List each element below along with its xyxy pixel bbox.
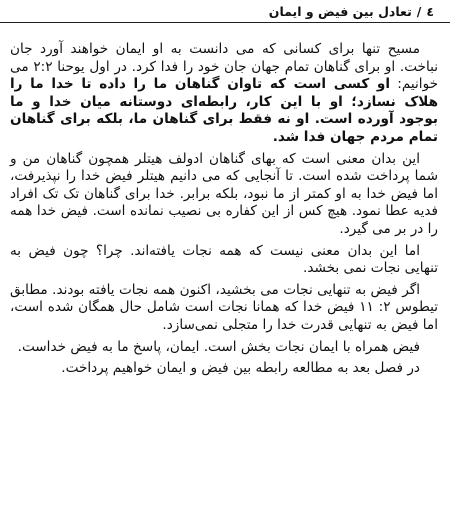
paragraph-3: اما این بدان معنی نیست که همه نجات یافته‌اند. چرا؟ چون فیض به تنهایی نجات نمی بخشد.	[10, 242, 438, 277]
paragraph-6: در فصل بعد به مطالعه رابطه بین فیض و ایمان خواهیم پرداخت.	[61, 360, 420, 377]
chapter-title: تعادل بین فیض و ایمان	[268, 3, 412, 19]
paragraph-1-text: مسیح تنها برای کسانی که می دانست به او ایمان خواهند آورد جان نباخت. او برای گناهان تمام جهان جان خود را فدا کرد. در اول یوحنا ۲:۲ می خوانیم:	[10, 41, 438, 93]
paragraph-5: فیض همراه با ایمان نجات بخش است. ایمان، پاسخ ما به فیض خداست.	[17, 338, 420, 355]
paragraph-2: این بدان معنی است که بهای گناهان ادولف هیتلر همچون گناهان من و شما پرداخت شده است. تا آنجایی که می دانیم هیتلر فیض خدا را نپذیرفت، اما فیض خدا به او کمتر از ما نبود، بلکه برابر. خدا برای گناهان تک تک افراد فدیه عطا نمود. هیچ کس از این کفاره بی نصیب نمانده است. فیض خدا همه را در بر می گیرد.	[10, 150, 438, 237]
page-number: ٤	[426, 3, 434, 19]
paragraph-4: اگر فیض به تنهایی نجات می بخشید، اکنون همه نجات یافته بودند. مطابق تیطوس ۲: ۱۱ فیض خدا که همانا نجات است شامل حال همگان شده است، اما فیض به تنهایی قدرت خدا را متجلی نمی‌سازد.	[10, 281, 438, 333]
running-header	[0, 0, 450, 23]
body-text	[6, 23, 444, 378]
scripture-quote: او کسی است که تاوان گناهان ما را داده تا خدا ما را هلاک نسازد؛ او با این کار، رابطه‌ای دوستانه میان خدا و ما بوجود آورده است. او نه فقط برای گناهان ما، بلکه برای گناهان تمام مردم جهان فدا شد.	[10, 76, 438, 145]
header-separator: /	[416, 3, 422, 19]
paragraph-1	[10, 41, 438, 147]
